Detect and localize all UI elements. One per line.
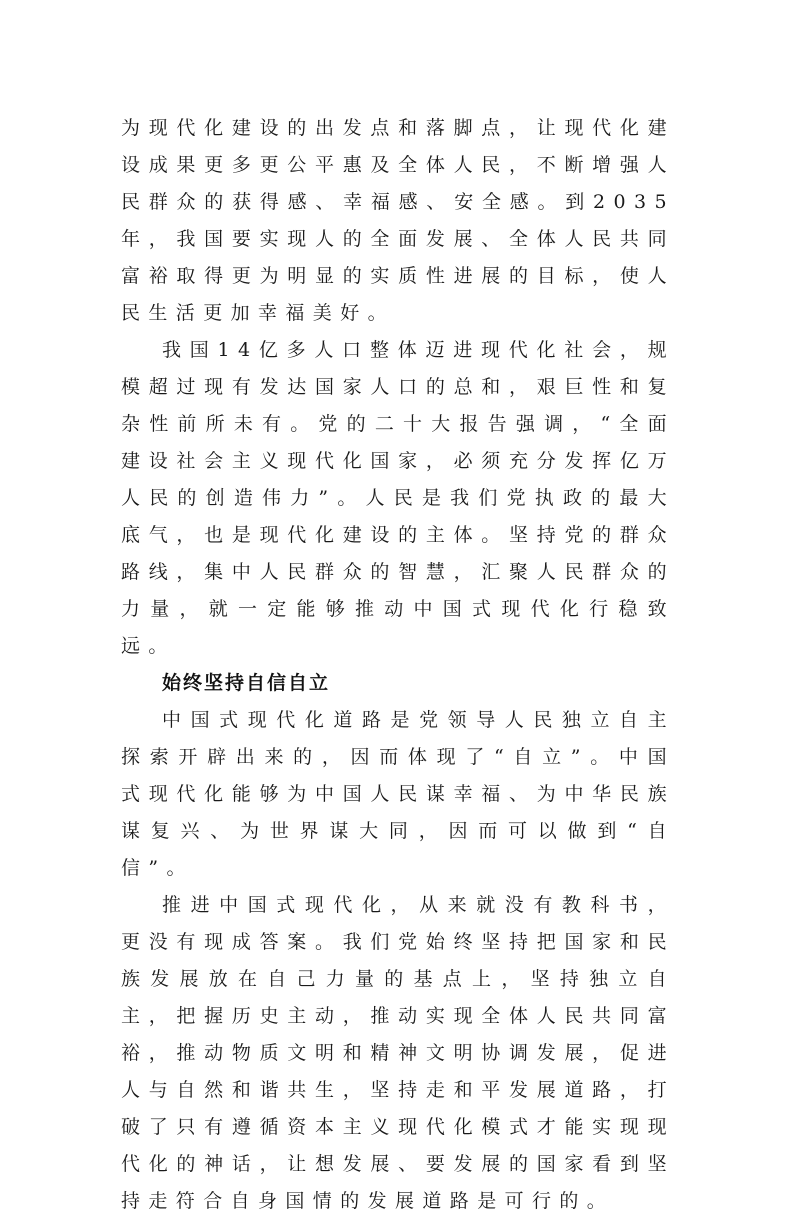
paragraph-self-reliance: 中国式现代化道路是党领导人民独立自主探索开辟出来的，因而体现了“自立”。中国式现代化能够为中国人民谋幸福、为中华民族谋复兴、为世界谋大同，因而可以做到“自信”。: [121, 709, 675, 879]
paragraph-continuation: 为现代化建设的出发点和落脚点，让现代化建设成果更多更公平惠及全体人民，不断增强人民群众的获得感、幸福感、安全感。到2035年，我国要实现人的全面发展、全体人民共同富裕取得更为明显的实质性进展的目标，使人民生活更加幸福美好。: [121, 117, 675, 324]
document-page: [121, 110, 675, 1220]
paragraph-population-modernization: 我国14亿多人口整体迈进现代化社会，规模超过现有发达国家人口的总和，艰巨性和复杂性前所未有。党的二十大报告强调，“全面建设社会主义现代化国家，必须充分发挥亿万人民的创造伟力”。人民是我们党执政的最大底气，也是现代化建设的主体。坚持党的群众路线，集中人民群众的智慧，汇聚人民群众的力量，就一定能够推动中国式现代化行稳致远。: [121, 339, 675, 657]
section-heading: 始终坚持自信自立: [162, 672, 331, 694]
paragraph-no-textbook: 推进中国式现代化，从来就没有教科书，更没有现成答案。我们党始终坚持把国家和民族发展放在自己力量的基点上，坚持独立自主，把握历史主动，推动实现全体人民共同富裕，推动物质文明和精神文明协调发展，促进人与自然和谐共生，坚持走和平发展道路，打破了只有遵循资本主义现代化模式才能实现现代化的神话，让想发展、要发展的国家看到坚持走符合自身国情的发展道路是可行的。: [121, 894, 675, 1212]
